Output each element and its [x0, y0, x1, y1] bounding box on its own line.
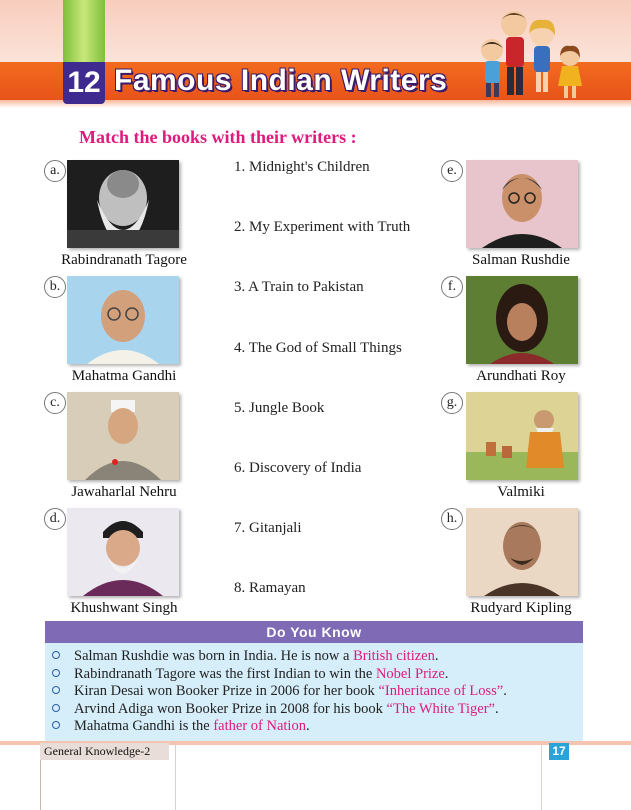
book-item: 7. Gitanjali: [234, 520, 302, 536]
photo-arundhati-roy: [466, 276, 578, 364]
fact-highlight: “Inheritance of Loss”: [378, 683, 504, 699]
book-item: 6. Discovery of India: [234, 460, 362, 476]
book-item: 4. The God of Small Things: [234, 340, 402, 356]
bullet-icon: [52, 704, 60, 712]
letter-f: f.: [441, 276, 463, 298]
bullet-icon: [52, 686, 60, 694]
name-mahatma-gandhi: Mahatma Gandhi: [71, 368, 177, 384]
name-arundhati-roy: Arundhati Roy: [476, 368, 566, 384]
name-valmiki: Valmiki: [497, 484, 545, 500]
fact-highlight: Nobel Prize: [375, 665, 445, 682]
letter-g: g.: [441, 392, 463, 414]
letter-c: c.: [44, 392, 66, 414]
bullet-icon: [52, 669, 60, 677]
photo-jawaharlal-nehru: [67, 392, 179, 480]
page-number: 17: [549, 743, 569, 760]
footer-divider: [541, 745, 542, 810]
chapter-tab: [63, 0, 105, 64]
bullet-icon: [52, 721, 60, 729]
photo-rabindranath-tagore: [67, 160, 179, 248]
photo-valmiki: [466, 392, 578, 480]
photo-mahatma-gandhi: [67, 276, 179, 364]
footer-book-name: General Knowledge-2: [40, 743, 169, 760]
book-item: 8. Ramayan: [234, 580, 306, 596]
footer-divider: [175, 745, 176, 810]
photo-rudyard-kipling: [466, 508, 578, 596]
letter-b: b.: [44, 276, 66, 298]
letter-a: a.: [44, 160, 66, 182]
bullet-icon: [52, 651, 60, 659]
fact-highlight: British citizen: [353, 648, 435, 664]
fact-item: Mahatma Gandhi is the father of Nation.: [52, 718, 507, 736]
name-jawaharlal-nehru: Jawaharlal Nehru: [71, 484, 177, 500]
name-salman-rushdie: Salman Rushdie: [472, 252, 570, 268]
fact-item: Salman Rushdie was born in India. He is now a British citizen.: [52, 648, 507, 666]
name-khushwant-singh: Khushwant Singh: [70, 600, 178, 616]
fact-item: Arvind Adiga won Booker Prize in 2008 for his book “The White Tiger”.: [52, 701, 507, 719]
book-item: 1. Midnight's Children: [234, 159, 370, 175]
fact-item: Kiran Desai won Booker Prize in 2006 for her book “Inheritance of Loss”.: [52, 683, 507, 701]
kids-illustration: [474, 6, 592, 104]
chapter-number: 12: [63, 62, 105, 104]
name-rudyard-kipling: Rudyard Kipling: [470, 600, 572, 616]
letter-e: e.: [441, 160, 463, 182]
photo-khushwant-singh: [67, 508, 179, 596]
instruction: Match the books with their writers :: [79, 127, 357, 147]
fact-highlight: father of Nation: [213, 718, 306, 734]
chapter-title: Famous Indian Writers: [114, 64, 448, 97]
letter-h: h.: [441, 508, 463, 530]
book-item: 3. A Train to Pakistan: [234, 279, 364, 295]
fact-highlight: “The White Tiger”: [386, 700, 495, 717]
fact-item: Rabindranath Tagore was the first Indian to win the Nobel Prize.: [52, 666, 507, 684]
book-item: 2. My Experiment with Truth: [234, 219, 411, 235]
letter-d: d.: [44, 508, 66, 530]
name-rabindranath-tagore: Rabindranath Tagore: [61, 252, 187, 268]
book-item: 5. Jungle Book: [234, 400, 325, 416]
photo-salman-rushdie: [466, 160, 578, 248]
do-you-know-title: Do You Know: [45, 621, 583, 643]
do-you-know-list: [52, 648, 507, 736]
